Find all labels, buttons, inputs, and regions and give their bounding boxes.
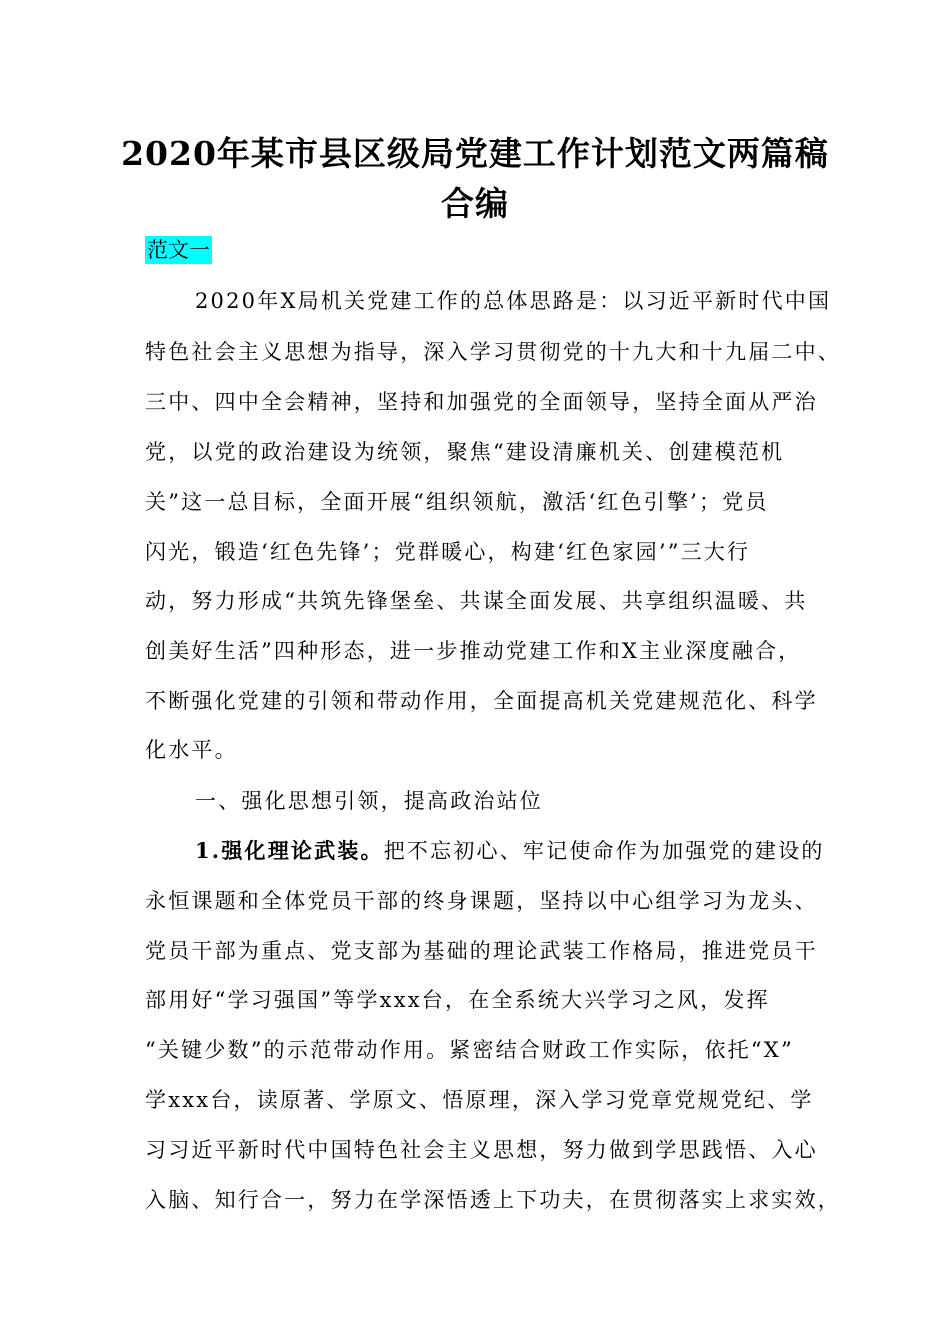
paragraph-line: 不断强化党建的引领和带动作用，全面提高机关党建规范化、科学 (145, 689, 818, 713)
paragraph-line: “关键少数”的示范带动作用。紧密结合财政工作实际，依托“X” (145, 1038, 794, 1062)
paragraph-line: 特色社会主义思想为指导，深入学习贯彻党的十九大和十九届二中、 (145, 340, 841, 364)
paragraph-line: 党员干部为重点、党支部为基础的理论武装工作格局，推进党员干 (145, 939, 818, 963)
item-text: 把不忘初心、牢记使命作为加强党的建设的 (383, 839, 825, 863)
paragraph-line: 党，以党的政治建设为统领，聚焦“建设清廉机关、创建模范机 (145, 440, 785, 464)
document-title-line-2: 合编 (441, 184, 509, 223)
paragraph-line: 三中、四中全会精神，坚持和加强党的全面领导，坚持全面从严治 (145, 390, 818, 414)
paragraph-line: 关”这一总目标，全面开展“组织领航，激活‘红色引擎’；党员 (145, 490, 769, 514)
section-label-highlight: 范文一 (147, 238, 210, 262)
paragraph-line: 化水平。 (145, 738, 238, 762)
paragraph-line: 部用好“学习强国”等学xxx台，在全系统大兴学习之风，发挥 (145, 988, 770, 1012)
section-heading: 一、强化思想引领，提高政治站位 (195, 789, 543, 813)
item-heading-bold: 1.强化理论武装。 (195, 838, 384, 863)
paragraph-line: 创美好生活”四种形态，进一步推动党建工作和X主业深度融合， (145, 639, 802, 663)
paragraph-line (195, 836, 825, 866)
document-title-line-1: 2020年某市县区级局党建工作计划范文两篇稿 (121, 134, 829, 173)
paragraph-line: 动，努力形成“共筑先锋堡垒、共谋全面发展、共享组织温暖、共 (145, 589, 808, 613)
paragraph-line: 学xxx台，读原著、学原文、悟原理，深入学习党章党规党纪、学 (145, 1088, 814, 1112)
paragraph-line: 闪光，锻造‘红色先锋’；党群暖心，构建‘红色家园’”三大行 (145, 540, 751, 564)
paragraph-line: 2020年X局机关党建工作的总体思路是：以习近平新时代中国 (195, 289, 832, 313)
paragraph-line: 习习近平新时代中国特色社会主义思想，努力做到学思践悟、入心 (145, 1138, 818, 1162)
paragraph-line: 永恒课题和全体党员干部的终身课题，坚持以中心组学习为龙头、 (145, 889, 818, 913)
paragraph-line: 入脑、知行合一，努力在学深悟透上下功夫，在贯彻落实上求实效， (145, 1188, 841, 1212)
